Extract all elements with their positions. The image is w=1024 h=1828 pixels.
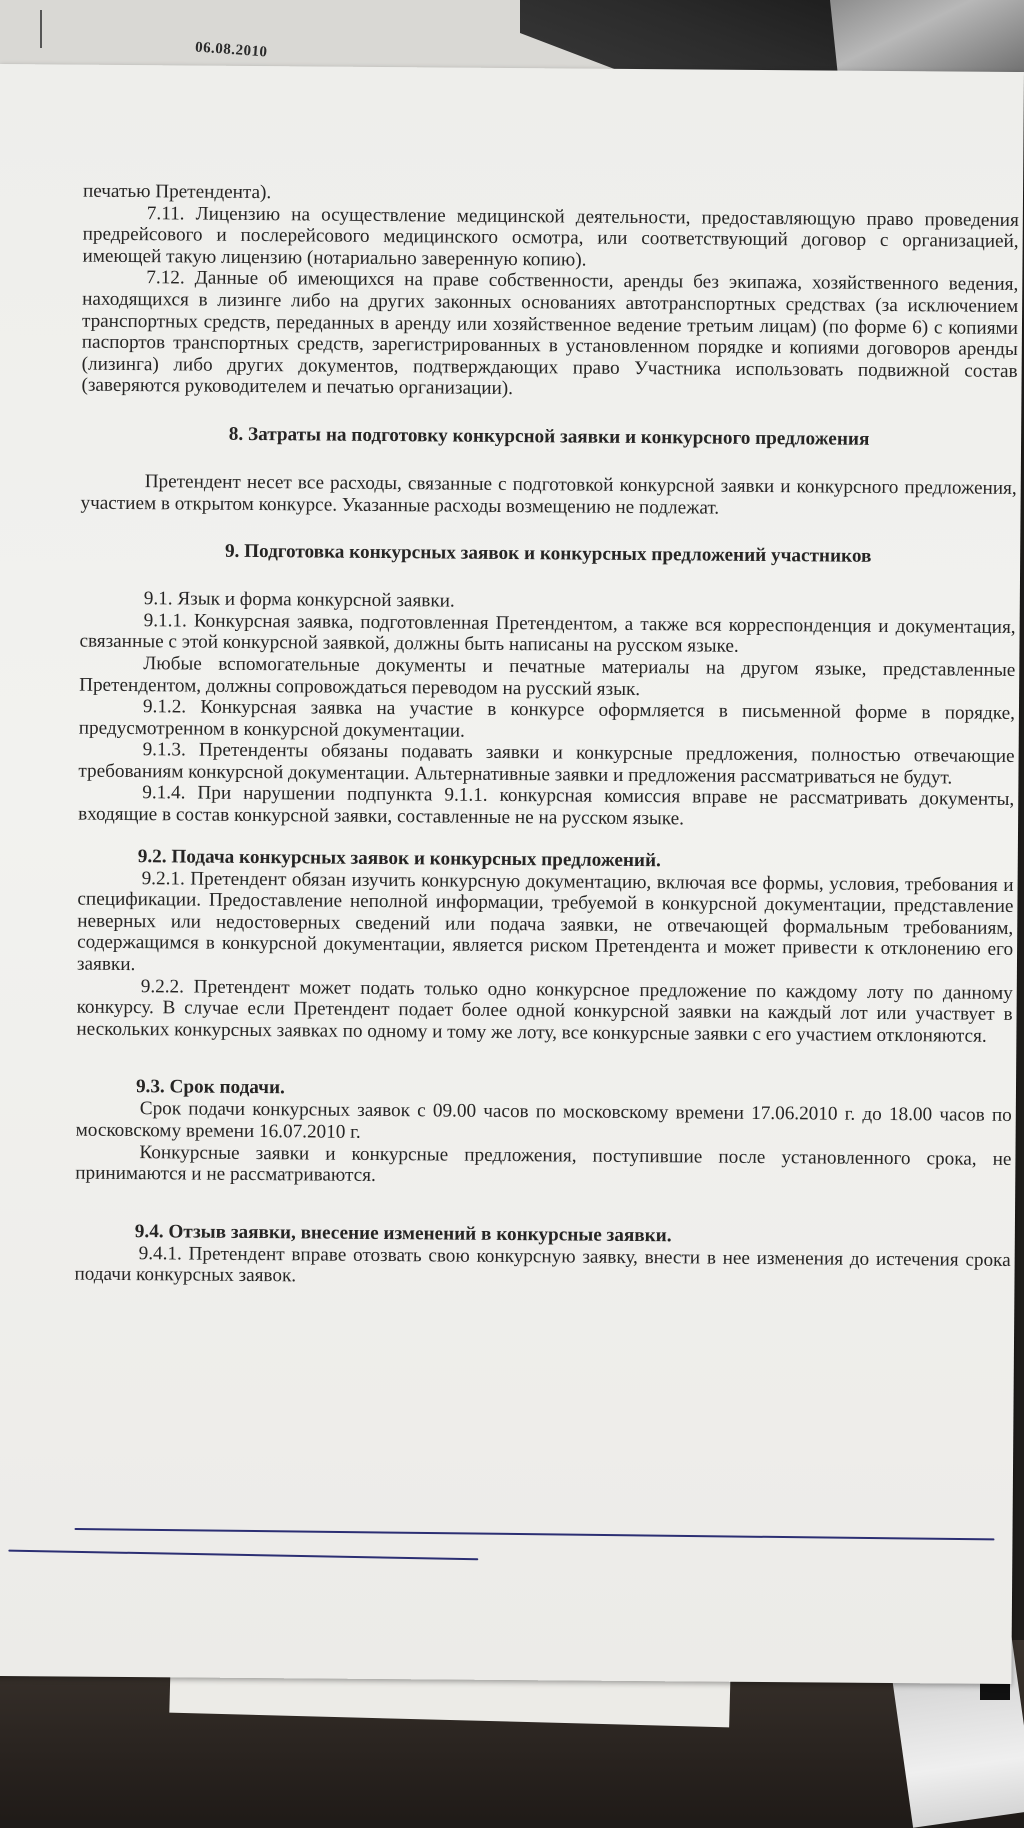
paragraph-9-4-1: 9.4.1. Претендент вправе отозвать свою конкурсную заявку, внести в нее изменения до истечения срока подачи конкурсных заявок.: [74, 1242, 1011, 1287]
document-page: [0, 64, 1024, 1684]
paragraph-7-12: 7.12. Данные об имеющихся на праве собственности, аренды без экипажа, хозяйственного ведения, находящихся в лизинге либо на других законных основаниях автотранспортных средствах (за исключением транспортных средств, переданных в аренду или хозяйственное ведение третьим лицам) (по форме 6) с копиями паспортов транспортных средств, зарегистрированных в установленном порядке и копиями договоров аренды (лизинга) либо других документов, подтверждающих право Участника использовать подвижной состав (заверяются руководителем и печатью организации).: [81, 267, 1019, 400]
paragraph-9-1-1-translation: Любые вспомогательные документы и печатные материалы на другом языке, представленные Претендентом, должны сопровождаться переводом на русский язык.: [79, 653, 1016, 700]
paragraph-9-3-deadline: Срок подачи конкурсных заявок с 09.00 часов по московскому времени 17.06.2010 г. до 18.00 часов по московскому времени 16.07.2010 г.: [75, 1098, 1012, 1143]
paragraph-9-1-3: 9.1.3. Претенденты обязаны подавать заявки и конкурсные предложения, полностью отвечающие требованиям конкурсной документации. Альтернативные заявки и предложения рассматриваться не будут.: [78, 739, 1015, 789]
paragraph-continuation: печатью Претендента).: [82, 180, 272, 204]
paragraph-9-1-2: 9.1.2. Конкурсная заявка на участие в конкурсе оформляется в письменной форме в порядке, предусмотренном в конкурсной документации.: [78, 696, 1016, 742]
paragraph-9-1-4: 9.1.4. При нарушении подпункта 9.1.1. конкурсная комиссия вправе не рассматривать документы, входящие в состав конкурсной заявки, составленные не на русском языке.: [78, 782, 1015, 830]
paragraph-9-1: 9.1. Язык и форма конкурсной заявки.: [143, 588, 455, 612]
section-9-4-heading: 9.4. Отзыв заявки, внесение изменений в конкурсные заявки.: [134, 1220, 672, 1247]
paragraph-9-1-1: 9.1.1. Конкурсная заявка, подготовленная Претендентом, а также вся корреспонденция и документация, связанные с этой конкурсной заявкой, должны быть написаны на русском языке.: [79, 609, 1016, 658]
section-8-heading: 8. Затраты на подготовку конкурсной заявки и конкурсного предложения: [228, 423, 870, 450]
paragraph-9-2-2: 9.2.2. Претендент может подать только одно конкурсное предложение по каждому лоту по данному конкурсу. В случае если Претендент подает более одной конкурсной заявки на каждый лот или участвует в нескольких конкурсных заявках по одному и тому же лоту, все конкурсные заявки с его участием отклоняются.: [76, 975, 1013, 1047]
paragraph-9-3-late: Конкурсные заявки и конкурсные предложения, поступившие после установленного срока, не принимаются и не рассматриваются.: [75, 1141, 1012, 1187]
section-9-2-heading: 9.2. Подача конкурсных заявок и конкурсных предложений.: [137, 845, 661, 871]
document-body: [74, 181, 1019, 1293]
paragraph-7-11: 7.11. Лицензию на осуществление медицинской деятельности, предоставляющую право проведения предрейсового и послерейсового медицинского осмотра, или соответствующий договор с организацией, имеющей такую лицензию (нотариально заверенную копию).: [82, 202, 1019, 271]
paragraph-8-expenses: Претендент несет все расходы, связанные с подготовкой конкурсной заявки и конкурсного предложения, участием в открытом конкурсе. Указанные расходы возмещению не подлежат.: [80, 471, 1017, 519]
pen-underline-1: [75, 1528, 995, 1540]
pen-underline-2: [8, 1550, 478, 1561]
background-sheet-date: 06.08.2010: [194, 39, 269, 61]
section-9-3-heading: 9.3. Срок подачи.: [135, 1076, 285, 1099]
paragraph-9-2-1: 9.2.1. Претендент обязан изучить конкурсную документацию, включая все формы, условия, требования и спецификации. Предоставление неполной информации, требуемой в конкурсной документации, представление неверных или недостоверных сведений или подача заявки, не отвечающей формальным требованиям, содержащимся в конкурсной документации, является риском Претендента и может привести к отклонению его заявки.: [76, 867, 1014, 976]
sheet-edge-mark: [40, 10, 42, 48]
section-9-heading: 9. Подготовка конкурсных заявок и конкурсных предложений участников: [224, 540, 872, 567]
